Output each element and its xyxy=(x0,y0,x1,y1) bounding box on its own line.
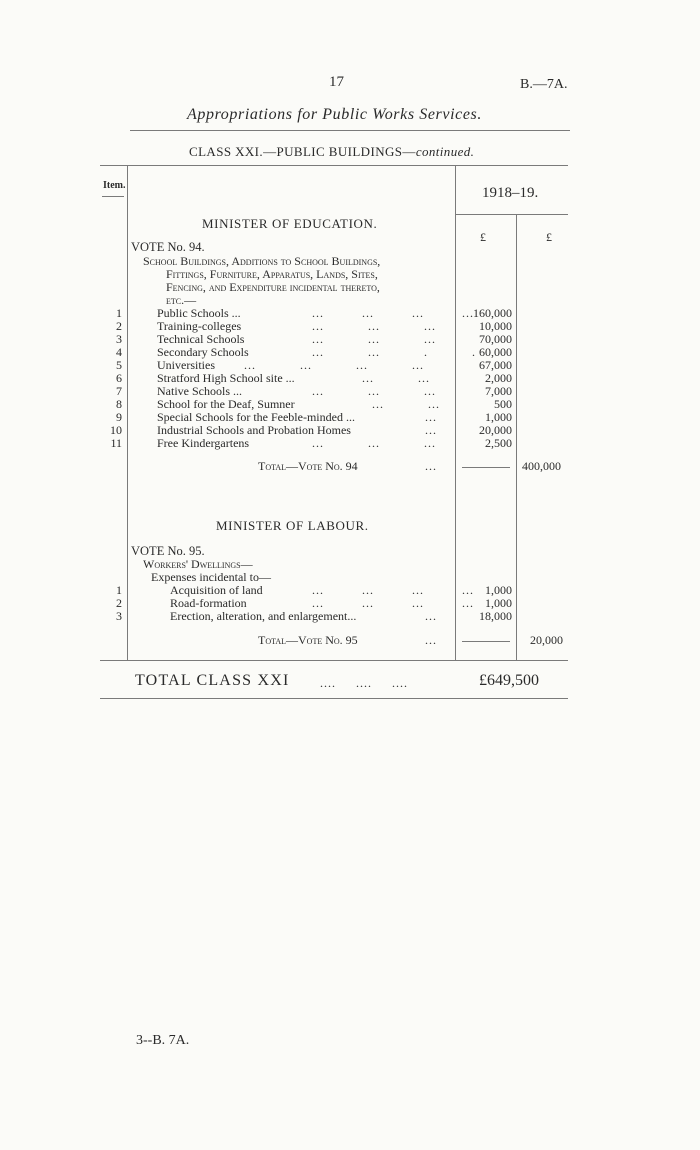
leader-dots: ... ... xyxy=(372,397,440,411)
item-amount: 2,500 xyxy=(485,436,512,450)
item-amount: 70,000 xyxy=(479,332,512,346)
leader-dots: ... ... ... ... xyxy=(312,583,474,597)
section-title-labour: MINISTER OF LABOUR. xyxy=(216,518,369,533)
table-bottom-rule xyxy=(100,660,568,661)
class-heading xyxy=(189,144,474,160)
item-column-rule xyxy=(127,165,128,660)
vote-95-total-value: 20,000 xyxy=(530,633,563,647)
item-number: 5 xyxy=(116,358,122,372)
item-description: Free Kindergartens xyxy=(157,436,250,450)
item-amount: 1,000 xyxy=(485,410,512,424)
vote-94-heading-line-3: Fencing, and Expenditure incidental thereto, xyxy=(166,280,380,294)
vote-95-heading: Workers' Dwellings— xyxy=(143,557,253,571)
item-description: Road-formation xyxy=(170,596,247,610)
item-description: Special Schools for the Feeble-minded ... xyxy=(157,410,355,424)
item-amount: 160,000 xyxy=(473,306,512,320)
item-number: 9 xyxy=(116,410,122,424)
leader-dots: ... xyxy=(425,609,437,623)
rule-top xyxy=(130,130,570,131)
vote-95-label: VOTE No. 95. xyxy=(131,544,205,558)
leader-dots: ... xyxy=(425,410,437,424)
item-number: 2 xyxy=(116,596,122,610)
vote-94-subtotal-dash xyxy=(462,467,510,468)
leader-dots: ... ... ... xyxy=(312,319,436,333)
item-description: Stratford High School site ... xyxy=(157,371,295,385)
item-amount: 10,000 xyxy=(479,319,512,333)
item-number: 10 xyxy=(110,423,122,437)
vote-94-heading-line-2: Fittings, Furniture, Apparatus, Lands, Sites, xyxy=(166,267,378,281)
leader-dots: ... ... ... ... xyxy=(312,596,474,610)
vote-94-heading-line-4: etc.— xyxy=(166,293,197,307)
vote-95-total-label: Total—Vote No. 95 xyxy=(258,633,358,647)
vote-94-total-dots: ... xyxy=(425,459,437,473)
item-amount: 500 xyxy=(494,397,512,411)
item-description: Erection, alteration, and enlargement... xyxy=(170,609,357,623)
page-title: Appropriations for Public Works Services. xyxy=(187,106,482,123)
leader-dots: ... ... ... ... xyxy=(312,306,474,320)
vote-94-label: VOTE No. 94. xyxy=(131,240,205,254)
grand-total-rule xyxy=(100,698,568,699)
item-description: Native Schools ... xyxy=(157,384,242,398)
table-top-rule xyxy=(100,165,568,166)
item-description: Industrial Schools and Probation Homes xyxy=(157,423,351,437)
item-number: 3 xyxy=(116,609,122,623)
year-column-header: 1918–19. xyxy=(482,185,539,201)
item-amount: 1,000 xyxy=(485,583,512,597)
footer-reference: 3--B. 7A. xyxy=(136,1033,190,1048)
grand-total-dots: .... .... .... xyxy=(320,676,408,690)
leader-dots: ... ... ... xyxy=(312,332,436,346)
year-header-rule xyxy=(455,214,568,215)
pound-sign-items: £ xyxy=(480,230,486,244)
item-number: 2 xyxy=(116,319,122,333)
item-amount: 60,000 xyxy=(479,345,512,359)
total-column-rule xyxy=(516,214,517,660)
leader-dots: ... ... ... xyxy=(312,384,436,398)
leader-dots: ... ... ... ... xyxy=(244,358,424,372)
class-heading-main: CLASS XXI.—PUBLIC BUILDINGS— xyxy=(189,144,416,159)
item-description: Training-colleges xyxy=(157,319,242,333)
item-amount: 67,000 xyxy=(479,358,512,372)
leader-dots: ... ... ... xyxy=(312,436,436,450)
page-number: 17 xyxy=(329,74,344,90)
item-number: 7 xyxy=(116,384,122,398)
vote-94-total-label: Total—Vote No. 94 xyxy=(258,459,358,473)
item-description: Universities xyxy=(157,358,215,372)
vote-94-heading-line-1: School Buildings, Additions to School Buildings, xyxy=(143,254,381,268)
item-description: Secondary Schools xyxy=(157,345,249,359)
pound-sign-totals: £ xyxy=(546,230,552,244)
vote-94-total-value: 400,000 xyxy=(522,459,561,473)
item-description: School for the Deaf, Sumner xyxy=(157,397,295,411)
item-number: 6 xyxy=(116,371,122,385)
item-description: Public Schools ... xyxy=(157,306,241,320)
document-reference: B.—7A. xyxy=(520,77,568,92)
vote-95-subheading: Expenses incidental to— xyxy=(151,570,271,584)
item-number: 11 xyxy=(110,436,122,450)
item-number: 8 xyxy=(116,397,122,411)
item-number: 3 xyxy=(116,332,122,346)
class-heading-suffix: continued. xyxy=(415,144,475,159)
section-title-education: MINISTER OF EDUCATION. xyxy=(202,216,378,231)
item-number: 1 xyxy=(116,583,122,597)
item-amount: 18,000 xyxy=(479,609,512,623)
grand-total-value: £649,500 xyxy=(479,672,539,689)
item-description: Acquisition of land xyxy=(170,583,263,597)
item-number: 4 xyxy=(116,345,122,359)
vote-95-total-dots: ... xyxy=(425,633,437,647)
item-column-header: Item. xyxy=(103,180,126,191)
item-amount: 7,000 xyxy=(485,384,512,398)
item-amount: 20,000 xyxy=(479,423,512,437)
leader-dots: ... ... xyxy=(362,371,430,385)
leader-dots: ... ... . . xyxy=(312,345,476,359)
item-description: Technical Schools xyxy=(157,332,245,346)
item-number: 1 xyxy=(116,306,122,320)
item-header-underline xyxy=(102,196,124,197)
grand-total-label: TOTAL CLASS XXI xyxy=(135,672,290,689)
item-amount: 2,000 xyxy=(485,371,512,385)
leader-dots: ... xyxy=(425,423,437,437)
item-amount: 1,000 xyxy=(485,596,512,610)
vote-95-subtotal-dash xyxy=(462,641,510,642)
